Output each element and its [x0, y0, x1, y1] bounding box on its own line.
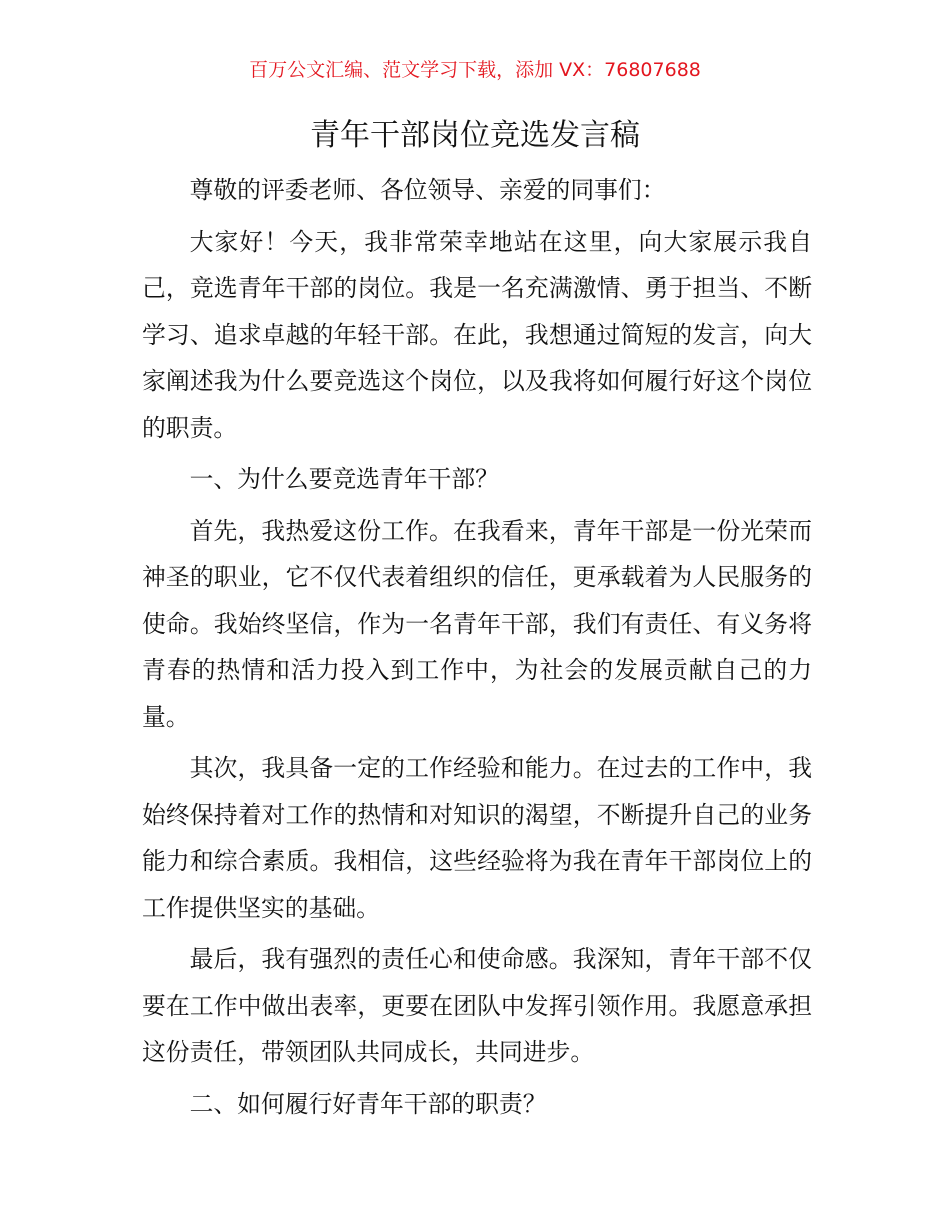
paragraph: 最后，我有强烈的责任心和使命感。我深知，青年干部不仅要在工作中做出表率，更要在团队中发挥引领作用。我愿意承担这份责任，带领团队共同成长，共同进步。	[142, 945, 812, 1066]
section-heading: 二、如何履行好青年干部的职责？	[189, 1089, 547, 1118]
paragraph: 其次，我具备一定的工作经验和能力。在过去的工作中，我始终保持着对工作的热情和对知识的渴望，不断提升自己的业务能力和综合素质。我相信，这些经验将为我在青年干部岗位上的工作提供坚实的基础。	[142, 754, 812, 922]
paragraph: 大家好！今天，我非常荣幸地站在这里，向大家展示我自己，竞选青年干部的岗位。我是一名充满激情、勇于担当、不断学习、追求卓越的年轻干部。在此，我想通过简短的发言，向大家阐述我为什么要竞选这个岗位，以及我将如何履行好这个岗位的职责。	[142, 227, 812, 442]
document-body	[142, 167, 812, 1132]
watermark-header: 百万公文汇编、范文学习下载，添加 VX：76807688	[249, 59, 701, 81]
paragraph: 首先，我热爱这份工作。在我看来，青年干部是一份光荣而神圣的职业，它不仅代表着组织的信任，更承载着为人民服务的使命。我始终坚信，作为一名青年干部，我们有责任、有义务将青春的热情和活力投入到工作中，为社会的发展贡献自己的力量。	[142, 516, 812, 731]
section-heading: 一、为什么要竞选青年干部？	[189, 465, 499, 493]
salutation: 尊敬的评委老师、各位领导、亲爱的同事们：	[189, 176, 666, 204]
document-title: 青年干部岗位竞选发言稿	[310, 118, 640, 153]
